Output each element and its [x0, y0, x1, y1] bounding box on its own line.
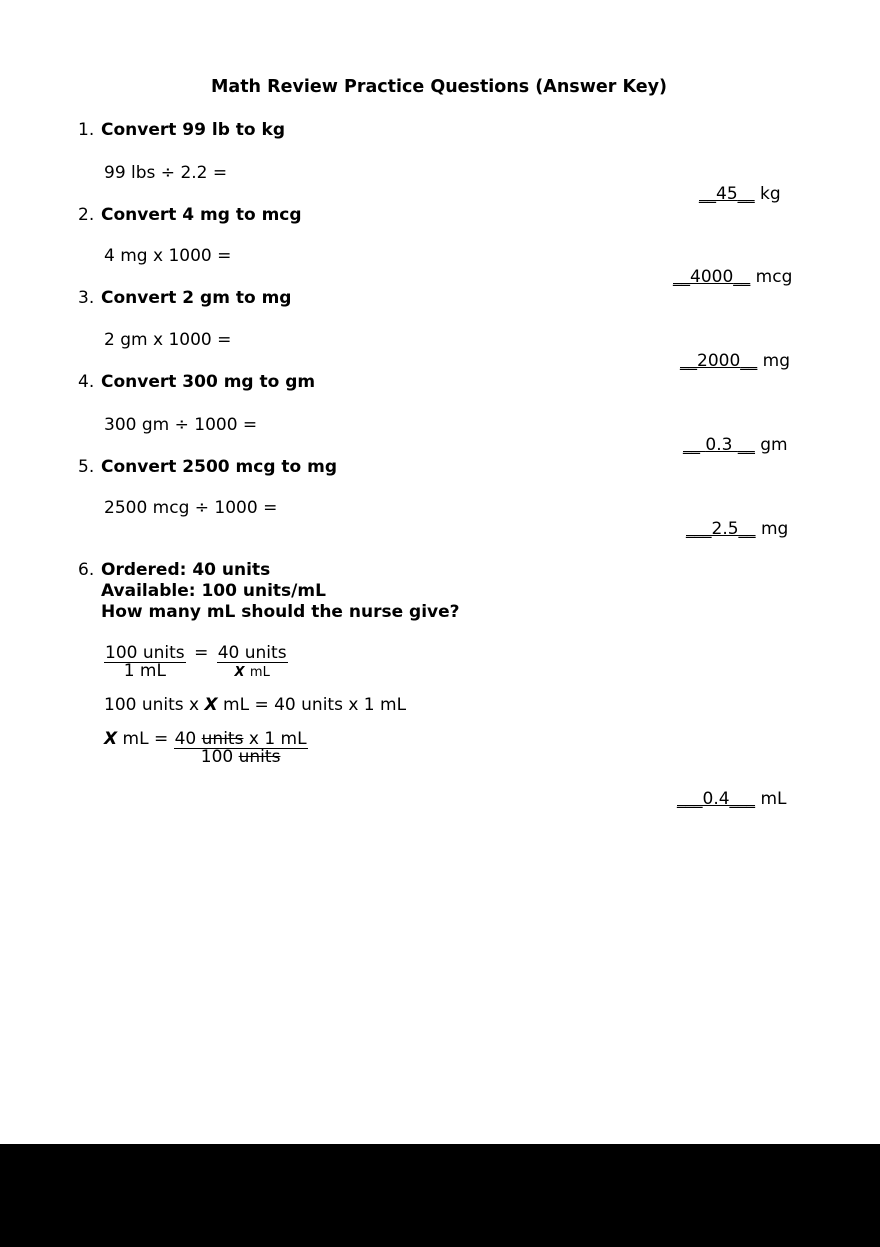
- question-5-number: 5.: [78, 457, 95, 477]
- answer-blank: __2000__: [680, 351, 758, 371]
- question-6-proportion: $\frac{\text{100 units}}{1 mL}$ = $\frac{\text{40 units}}{\text{X mL}}$: [105, 643, 287, 681]
- page-title: Math Review Practice Questions (Answer Key): [210, 77, 668, 97]
- question-2-work: 4 mg x 1000 =: [104, 246, 232, 266]
- question-6-number: 6.: [78, 560, 95, 580]
- fraction-solve: $\frac{\text{40 units x 1 mL}}{\text{100 units}}$: [174, 729, 307, 767]
- question-4-work: 300 gm ÷ 1000 =: [104, 415, 258, 435]
- question-2-number: 2.: [78, 205, 95, 225]
- fraction-left: $\frac{\text{100 units}}{1 mL}$: [105, 643, 185, 681]
- answer-blank: __4000__: [673, 267, 751, 287]
- answer-unit: mg: [762, 351, 791, 371]
- question-6-cross-multiply: 100 units x X mL = 40 units x 1 mL: [104, 695, 407, 715]
- question-5-prompt: Convert 2500 mcg to mg: [101, 457, 338, 477]
- question-6-answer: [677, 789, 786, 809]
- answer-unit: kg: [760, 184, 781, 204]
- answer-unit: mg: [760, 519, 789, 539]
- answer-blank: ___2.5__: [686, 519, 756, 539]
- question-4-number: 4.: [78, 372, 95, 392]
- question-1-prompt: Convert 99 lb to kg: [101, 120, 285, 140]
- question-5-work: 2500 mcg ÷ 1000 =: [104, 498, 278, 518]
- question-2-answer: [673, 267, 792, 287]
- question-6-solve: X mL = $\frac{\text{40 units x 1 mL}}{\text{100 units}}$: [104, 729, 307, 767]
- fraction-right: $\frac{\text{40 units}}{\text{X mL}}$: [217, 643, 287, 680]
- question-4-prompt: Convert 300 mg to gm: [101, 372, 316, 392]
- answer-blank: __ 0.3 __: [683, 435, 755, 455]
- answer-unit: gm: [760, 435, 788, 455]
- black-footer-bar: [0, 1144, 880, 1247]
- question-1-number: 1.: [78, 120, 95, 140]
- question-2-prompt: Convert 4 mg to mcg: [101, 205, 302, 225]
- question-4-answer: [683, 435, 788, 455]
- answer-blank: ___0.4___: [677, 789, 756, 809]
- question-1-answer: [699, 184, 781, 204]
- answer-unit: mcg: [755, 267, 793, 287]
- answer-unit: mL: [760, 789, 787, 809]
- question-6-available: Available: 100 units/mL: [101, 581, 326, 601]
- question-6-question: How many mL should the nurse give?: [101, 602, 460, 622]
- question-3-work: 2 gm x 1000 =: [104, 330, 232, 350]
- answer-blank: __45__: [699, 184, 755, 204]
- question-3-answer: [680, 351, 790, 371]
- question-3-number: 3.: [78, 288, 95, 308]
- question-5-answer: [686, 519, 788, 539]
- question-3-prompt: Convert 2 gm to mg: [101, 288, 292, 308]
- question-6-ordered: Ordered: 40 units: [101, 560, 271, 580]
- question-1-work: 99 lbs ÷ 2.2 =: [104, 163, 228, 183]
